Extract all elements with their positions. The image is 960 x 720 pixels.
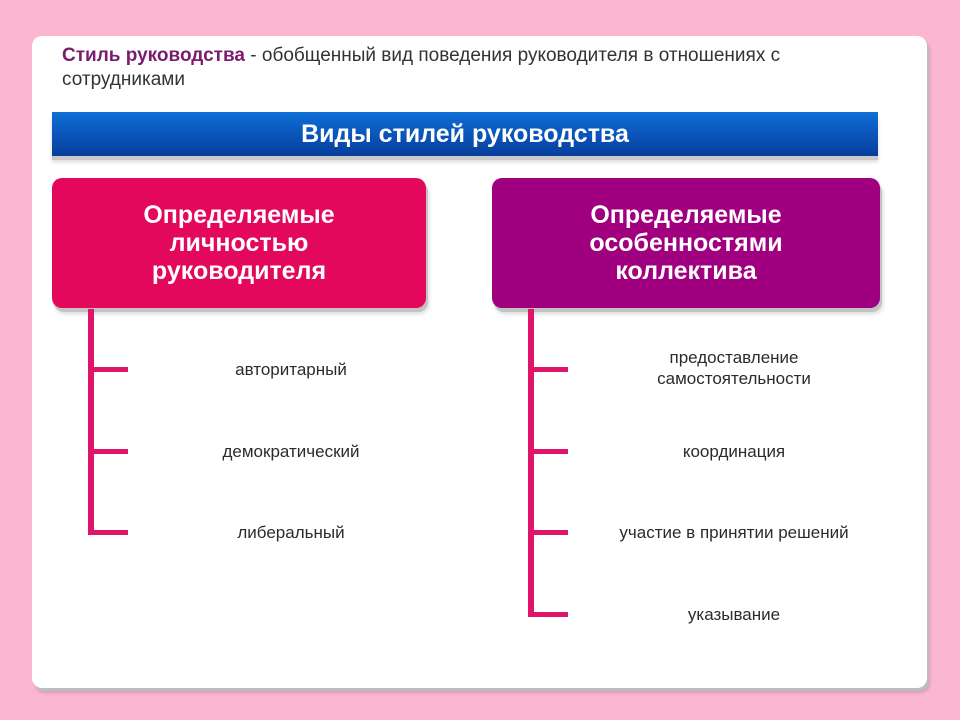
connector-branch (88, 530, 128, 535)
banner-title: Виды стилей руководства (301, 119, 629, 148)
connector-branch (528, 449, 568, 454)
list-item-coordination: координация (682, 442, 786, 461)
connector-branch (88, 367, 128, 372)
connector-trunk-right (528, 309, 534, 617)
list-item-autonomy: предоставление самостоятельности (657, 348, 811, 388)
category-title-leader: Определяемые личностью руководителя (143, 201, 335, 285)
connector-branch (528, 612, 568, 617)
definition-term: Стиль руководства (62, 45, 245, 66)
connector-trunk-left (88, 309, 94, 535)
connector-branch (528, 367, 568, 372)
category-box-collective (492, 178, 880, 308)
connector-branch (88, 449, 128, 454)
category-title-collective: Определяемые особенностями коллектива (589, 201, 783, 285)
definition-body: - обобщенный вид поведения руководителя в отношениях с сотрудниками (62, 45, 781, 90)
list-item-liberal: либеральный (237, 523, 345, 542)
list-item-participation: участие в принятии решений (619, 523, 849, 542)
list-item-democratic: демократический (222, 442, 360, 461)
connector-branch (528, 530, 568, 535)
category-box-leader (52, 178, 426, 308)
definition-text (62, 44, 862, 92)
styles-banner (52, 112, 878, 156)
list-item-directing: указывание (687, 605, 781, 624)
list-item-authoritarian: авторитарный (235, 360, 347, 379)
